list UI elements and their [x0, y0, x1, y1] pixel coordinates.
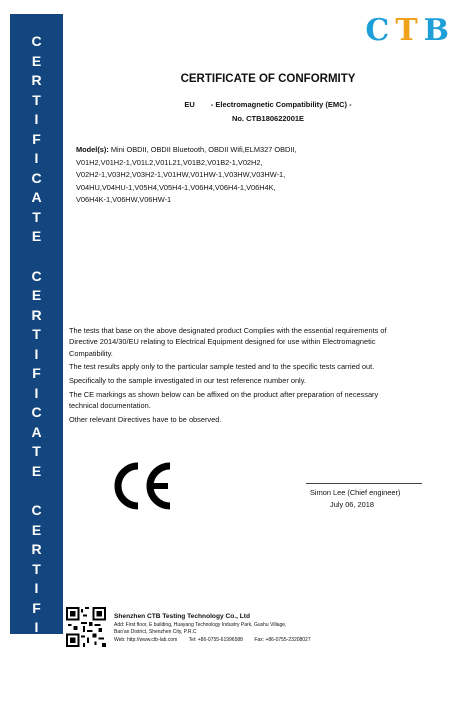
side-band-letter: I	[34, 111, 39, 127]
side-band-letter: C	[31, 404, 42, 420]
side-band-word	[31, 501, 41, 716]
footer	[114, 612, 464, 644]
models-line: V01H2,V01H2-1,V01L2,V01L21,V01B2,V01B2-1,V02H2,	[76, 157, 263, 167]
side-band-letter: C	[31, 169, 42, 186]
certificate-number: No. CTB180622001E	[231, 114, 305, 123]
side-band-letter: A	[31, 189, 42, 205]
side-band-letter: C	[31, 267, 42, 284]
signature-block	[306, 483, 422, 509]
side-band-letter: T	[32, 208, 41, 225]
logo-letter-t: T	[395, 13, 418, 48]
side-band-word	[31, 267, 41, 482]
side-band-letter: F	[32, 130, 41, 147]
ctb-logo	[365, 14, 449, 48]
side-band-letter: R	[31, 306, 42, 323]
side-band-letter: E	[31, 287, 42, 303]
side-band-letter: C	[31, 502, 42, 518]
side-band-letter: C	[31, 33, 42, 49]
signature-date: July 06, 2018	[330, 500, 374, 509]
diamond-separator	[34, 488, 40, 494]
models-line: V04HU,V04HU-1,V05H4,V05H4-1,V06H4,V06H4-1,V06H4K,	[76, 182, 276, 192]
signatory-name: Simon Lee (Chief engineer)	[310, 488, 401, 497]
paragraph: Other relevant Directives have to be observed.	[69, 414, 222, 424]
paragraph: The tests that base on the above designated product Complies with the essential requirements of Directive 2014/30/EU relating to Electrical Equipment designed for use within Electromagnetic Compatibility.	[69, 326, 387, 358]
side-band-letter: I	[34, 580, 39, 596]
side-band-letter: F	[32, 365, 41, 381]
models-line: Mini OBDII, OBDII Bluetooth, OBDII Wifi,ELM327 OBDII,	[108, 145, 297, 154]
side-band-letter: T	[32, 443, 41, 459]
models-block	[76, 144, 392, 207]
side-band-letter: C	[31, 638, 42, 655]
models-line: V06H4K-1,V06HW,V06HW-1	[76, 195, 172, 204]
footer-fax: Fax: +86-0755-23208027	[254, 636, 311, 643]
side-band-letter: T	[32, 91, 41, 108]
models-label: Model(s):	[76, 145, 109, 154]
logo-letter-c: C	[365, 13, 390, 48]
side-band-letter: T	[32, 560, 41, 577]
statement-body	[69, 325, 409, 427]
ce-mark-icon	[112, 460, 176, 512]
footer-web: Web: http://www.ctb-lab.com	[114, 636, 178, 643]
side-band-letter: E	[31, 697, 42, 713]
side-band-letter: I	[34, 150, 39, 166]
side-band-text	[10, 14, 63, 713]
side-band	[10, 14, 63, 713]
footer-tel: Tel: +86-0755-61996588	[188, 636, 243, 643]
side-band-letter: T	[32, 326, 41, 342]
qr-code-icon	[66, 607, 106, 647]
side-band-letter: I	[34, 345, 39, 362]
side-band-letter: I	[34, 384, 39, 401]
side-band-letter: E	[31, 462, 42, 479]
region-label: EU	[184, 100, 195, 109]
side-band-word	[31, 32, 41, 247]
certificate-subtitle	[72, 98, 464, 126]
paragraph: Specifically to the sample investigated in our test reference number only.	[69, 375, 306, 385]
side-band-letter: E	[31, 521, 42, 538]
side-band-letter: E	[31, 228, 42, 244]
directive-label: - Electromagnetic Compatibility (EMC) -	[210, 100, 352, 109]
footer-address: Bao'an District, Shenzhen City, P.R.C	[114, 629, 197, 636]
side-band-letter: E	[31, 52, 42, 69]
side-band-letter: R	[31, 541, 42, 557]
side-band-letter: T	[32, 677, 41, 694]
side-band-letter: A	[31, 423, 42, 440]
paragraph: The CE markings as shown below can be affixed on the product after preparation of necessary technical documentation.	[69, 389, 379, 410]
side-band-letter: R	[31, 72, 42, 88]
diamond-separator	[34, 254, 40, 260]
side-band-letter: F	[32, 599, 41, 616]
paragraph: The test results apply only to the particular sample tested and to the specific tests carried out.	[69, 362, 375, 372]
footer-address: Add: First floor, E building, Huayang Technology Industry Park, Gushu Village,	[114, 622, 287, 628]
certificate-title: CERTIFICATE OF CONFORMITY	[180, 73, 356, 85]
logo-letter-b: B	[423, 13, 449, 48]
footer-org-name: Shenzhen CTB Testing Technology Co., Ltd	[114, 613, 251, 620]
side-band-letter: A	[31, 658, 42, 674]
models-line: V02H2-1,V03H2,V03H2-1,V01HW,V01HW-1,V03HW,V03HW-1,	[76, 170, 286, 179]
side-band-letter: I	[34, 619, 39, 635]
